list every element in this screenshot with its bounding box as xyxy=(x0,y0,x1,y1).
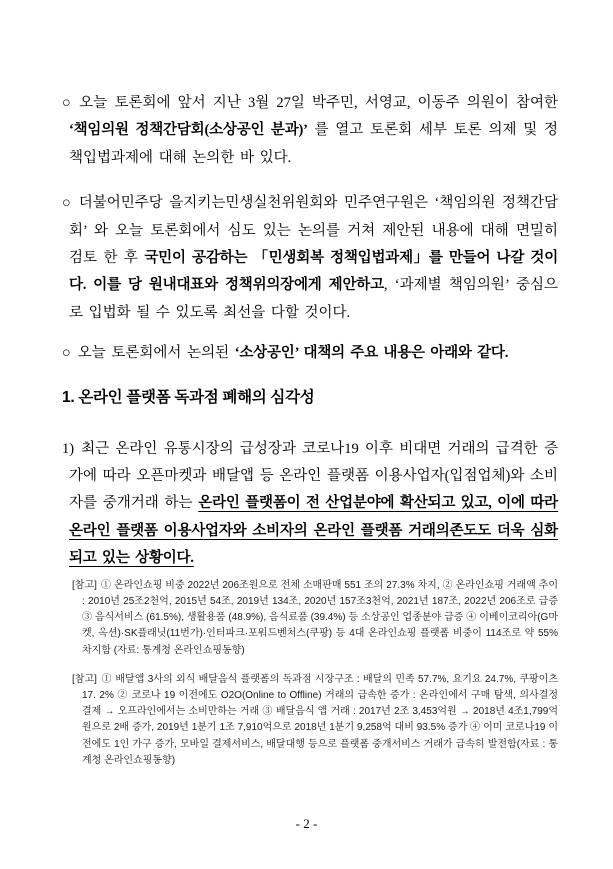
page-number: - 2 - xyxy=(295,816,318,831)
paragraph-bold-text: ‘책임의원 정책간담회(소상공인 분과)’ xyxy=(69,122,308,139)
paragraph-text: 더불어민주당 을지키는민생실천위원회와 민주연구원은 ‘책임의원 정책간담회’ 와 오늘 토론회에서 심도 있는 논의를 거쳐 제안된 내용에 대해 면밀히 검토 한 후 xyxy=(69,195,558,267)
reference-text: ① 온라인쇼핑 비중 2022년 206조원으로 전체 소매판매 551 조의 27.3% 차지, ② 온라인쇼핑 거래액 추이 : 2010년 25조2천억, 2015년 54조, 2019년 134조, 2020년 157조3천억, 2021년 187조, 2022년 206조로 급증 ③ 음식서비스 (61.5%), 생활용품 (48.9%), 음식료품 (39.4%) 등 소상공인 업종분야 급증 ④ 이베이코리아(G마켓, 옥션)·SK플래닛(11번가)·인터파크·포워드벤처스(쿠팡) 등 4대 온라인쇼핑 플랫폼 비중이 114조로 약 55% 차지함 (자료: 통계청 온라인쇼핑동향) xyxy=(82,579,558,656)
reference-note-online-shopping xyxy=(72,578,558,659)
numbered-item-1 xyxy=(62,436,558,573)
paragraph-bold-text: ‘소상공인’ 대책의 주요 내용은 아래와 같다. xyxy=(234,345,509,362)
paragraph-party-plan xyxy=(62,190,558,327)
circle-bullet-marker: ○ xyxy=(62,345,71,362)
reference-note-delivery-apps xyxy=(72,672,558,769)
paragraph-text: 를 열고 토론회 세부 토론 의제 및 정책입법과제에 대해 논의한 바 있다. xyxy=(69,122,558,166)
reference-label: [참고] xyxy=(72,673,97,685)
paragraph-text: 최근 온라인 유통시장의 급성장과 코로나19 이후 비대면 거래의 급격한 증가에 따라 오픈마켓과 배달앱 등 온라인 플랫폼 이용사업자(입점업체)와 소비자를 중개거래 하는 xyxy=(69,440,558,512)
paragraph-text: 오늘 토론회에 앞서 지난 3월 27일 박주민, 서영교, 이동주 의원이 참여한 xyxy=(79,95,559,111)
paragraph-discussion-premeeting xyxy=(62,90,558,172)
reference-label: [참고] xyxy=(72,579,97,591)
paragraph-text: , ‘과제별 책임의원’ 중심으로 입법화 될 수 있도록 최선을 다할 것이다. xyxy=(69,277,558,321)
reference-text: ① 배달앱 3사의 외식 배달음식 플랫폼의 독과점 시장구조 : 배달의 민족 57.7%, 요기요 24.7%, 쿠팡이츠 17. 2% ② 코로나 19 이전에도 O2O(Online to Offline) 거래의 급속한 증가 : 온라인에서 구매 탐색, 의사결정 결제 → 오프라인에서는 소비만하는 거래 ③ 배달음식 앱 거래 : 2017년 2조 3,453억원 → 2018년 4조1,799억원으로 2배 증가, 2019년 1분기 1조 7,910억으로 2018년 1분기 9,258억 대비 93.5% 증가 ④ 이미 코로나19 이전에도 1인 가구 증가, 모바일 결제서비스, 배달대행 등으로 플랫폼 중개서비스 거래가 급속히 발전함(자료 : 통계청 온라인쇼핑동향) xyxy=(82,673,558,766)
paragraph-bold-underline-text: 온라인 플랫폼이 전 산업분야에 확산되고 있고, 이에 따라 온라인 플랫폼 이용사업자와 소비자의 온라인 플랫폼 거래의존도도 더욱 심화되고 있는 상황이다. xyxy=(69,495,558,567)
item-number-marker: 1) xyxy=(62,440,75,457)
paragraph-text: 오늘 토론회에서 논의된 xyxy=(77,345,235,362)
paragraph-bold-text: 국민이 공감하는 「민생회복 정책입법과제」를 만들어 나갈 것이다. 이를 당 원내대표와 정책위의장에게 제안하고 xyxy=(69,250,559,294)
circle-bullet-marker: ○ xyxy=(62,195,72,212)
section-heading-online-platform: 1. 온라인 플랫폼 독과점 폐해의 심각성 xyxy=(62,388,315,406)
paragraph-agenda-intro xyxy=(62,340,558,367)
circle-bullet-marker: ○ xyxy=(62,95,73,111)
